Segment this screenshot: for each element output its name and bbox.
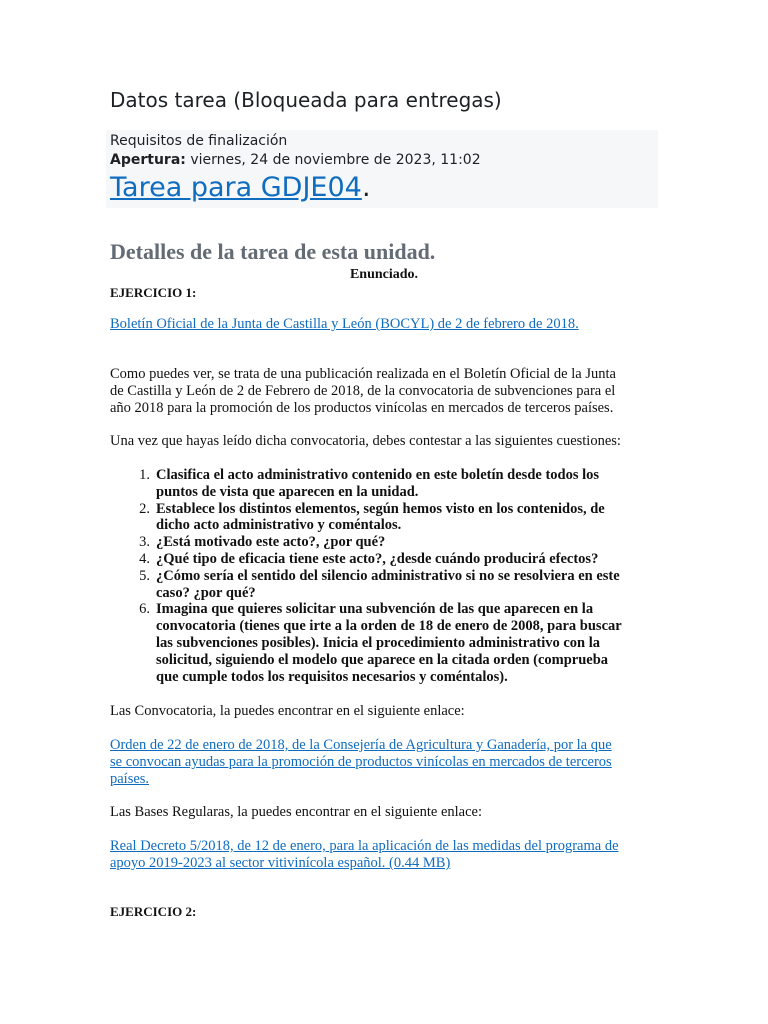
questions-list [110, 467, 650, 685]
real-decreto-line-1: Real Decreto 5/2018, de 12 de enero, para la aplicación de las medidas del programa de [110, 838, 619, 854]
statement-label: Enunciado. [349, 267, 419, 282]
bocyl-link[interactable]: Boletín Oficial de la Junta de Castilla y León (BOCYL) de 2 de febrero de 2018. [110, 316, 579, 332]
question-number: 1. [139, 467, 150, 483]
question-item [110, 467, 650, 501]
exercise-1-label: EJERCICIO 1: [110, 285, 197, 300]
question-text: que cumple todos los requisitos necesarios y coméntalos). [156, 668, 508, 685]
real-decreto-link[interactable] [110, 838, 670, 872]
opening-label: Apertura: [110, 152, 186, 168]
task-info-box [106, 130, 658, 208]
real-decreto-line-2: apoyo 2019-2023 al sector vitivinícola español. (0.44 MB) [110, 855, 451, 871]
opening-date [110, 152, 481, 168]
question-item [110, 601, 650, 685]
question-number: 4. [139, 550, 150, 567]
question-text: ¿Qué tipo de eficacia tiene este acto?, ¿desde cuándo producirá efectos? [156, 550, 599, 567]
opening-value: viernes, 24 de noviembre de 2023, 11:02 [190, 152, 481, 168]
task-link-suffix: . [362, 172, 371, 203]
question-number: 6. [139, 601, 150, 618]
question-number: 2. [139, 500, 150, 517]
question-text: Establece los distintos elementos, según hemos visto en los contenidos, de [156, 500, 605, 517]
page-title: Datos tarea (Bloqueada para entregas) [110, 88, 502, 112]
question-text: solicitud, siguiendo el modelo que aparece en la citada orden (comprueba [156, 651, 609, 668]
question-text: puntos de vista que aparecen en la unidad. [156, 483, 419, 500]
question-item [110, 501, 650, 535]
convocatoria-intro: Las Convocatoria, la puedes encontrar en el siguiente enlace: [110, 703, 465, 719]
questions-intro: Una vez que hayas leído dicha convocatoria, debes contestar a las siguientes cuestiones: [110, 433, 621, 449]
orden-link-line-2: se convocan ayudas para la promoción de productos vinícolas en mercados de terceros [110, 754, 612, 770]
question-text: Clasifica el acto administrativo contenido en este boletín desde todos los [156, 467, 600, 483]
orden-link[interactable] [110, 737, 658, 788]
question-item [110, 568, 650, 602]
bases-intro: Las Bases Regularas, la puedes encontrar en el siguiente enlace: [110, 804, 483, 820]
section-title: Detalles de la tarea de esta unidad. [110, 239, 436, 264]
question-text: ¿Está motivado este acto?, ¿por qué? [156, 534, 386, 551]
orden-link-line-3: países. [110, 771, 150, 787]
intro-line-1: Como puedes ver, se trata de una publicación realizada en el Boletín Oficial de la Junta [110, 366, 616, 382]
question-number: 5. [139, 567, 150, 584]
question-item [110, 534, 650, 551]
question-text: convocatoria (tienes que irte a la orden de 18 de enero de 2008, para buscar [156, 618, 622, 635]
question-text: caso? ¿por qué? [156, 584, 256, 601]
task-link[interactable]: Tarea para GDJE04 [110, 172, 362, 203]
question-text: ¿Cómo sería el sentido del silencio administrativo si no se resolviera en este [156, 567, 620, 584]
question-item [110, 551, 650, 568]
question-text: las subvenciones posibles). Inicia el procedimiento administrativo con la [156, 634, 601, 651]
completion-requirements: Requisitos de finalización [110, 133, 288, 149]
question-text: Imagina que quieres solicitar una subvención de las que aparecen en la [156, 601, 594, 618]
intro-line-3: año 2018 para la promoción de los productos vinícolas en mercados de terceros países. [110, 400, 614, 416]
intro-line-2: de Castilla y León de 2 de Febrero de 2018, de la convocatoria de subvenciones para el [110, 383, 616, 399]
exercise-2-label: EJERCICIO 2: [110, 904, 197, 919]
orden-link-line-1: Orden de 22 de enero de 2018, de la Consejería de Agricultura y Ganadería, por la que [110, 737, 612, 753]
question-number: 3. [139, 534, 150, 551]
question-text: dicho acto administrativo y coméntalos. [156, 517, 402, 534]
intro-paragraph [110, 366, 658, 417]
